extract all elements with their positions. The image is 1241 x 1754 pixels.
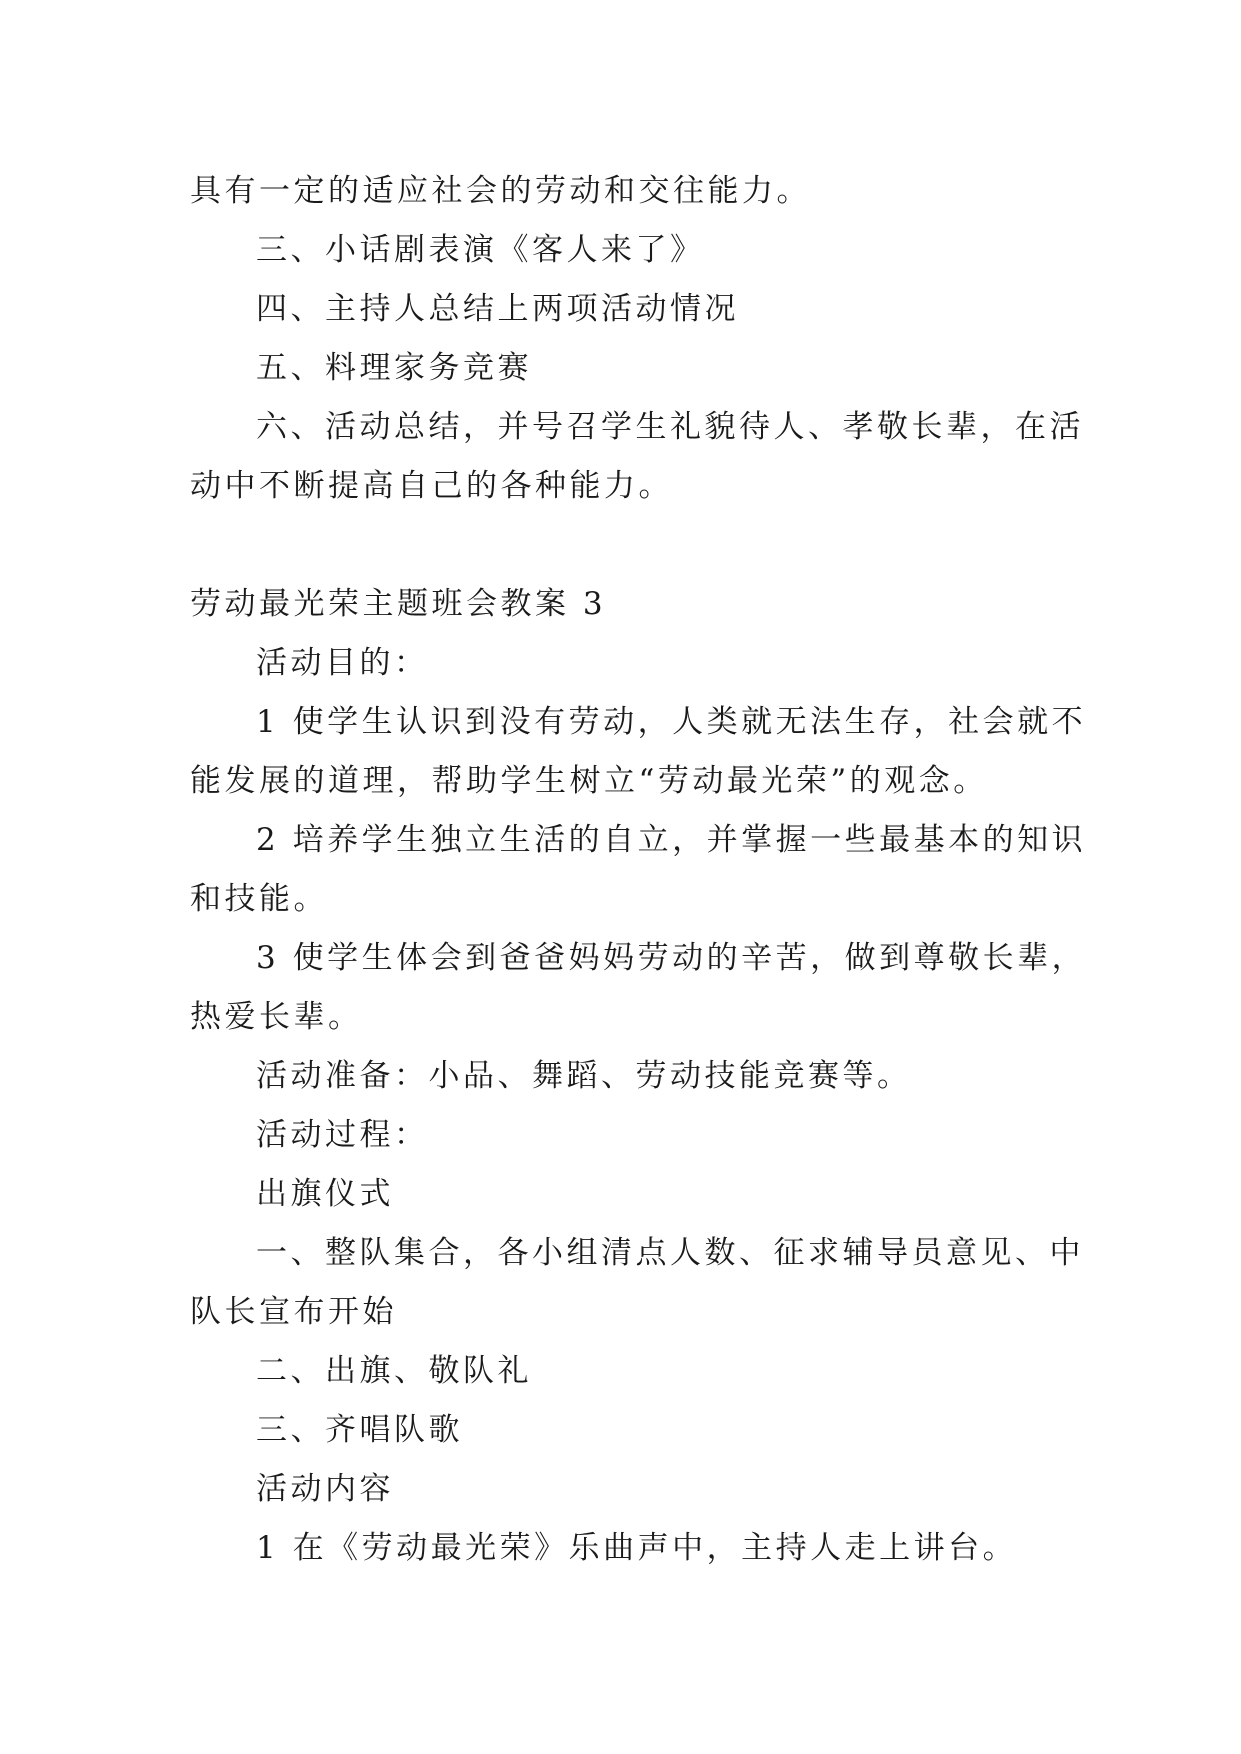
paragraph-line: 活动准备：小品、舞蹈、劳动技能竞赛等。 bbox=[256, 1058, 912, 1094]
list-item: 二、出旗、敬队礼 bbox=[256, 1353, 532, 1389]
section-heading: 活动过程： bbox=[256, 1117, 429, 1153]
list-item: 3 使学生体会到爸爸妈妈劳动的辛苦，做到尊敬长辈， bbox=[256, 940, 1087, 976]
list-item: 2 培养学生独立生活的自立，并掌握一些最基本的知识 bbox=[256, 822, 1087, 858]
list-item: 三、小话剧表演《客人来了》 bbox=[256, 232, 705, 268]
section-heading: 活动目的： bbox=[256, 645, 429, 681]
paragraph-line: 动中不断提高自己的各种能力。 bbox=[190, 468, 673, 504]
list-item: 1 使学生认识到没有劳动，人类就无法生存，社会就不 bbox=[256, 704, 1087, 740]
list-item: 四、主持人总结上两项活动情况 bbox=[256, 291, 739, 327]
paragraph-line: 具有一定的适应社会的劳动和交往能力。 bbox=[190, 173, 811, 209]
list-item: 六、活动总结，并号召学生礼貌待人、孝敬长辈，在活 bbox=[256, 409, 1084, 445]
paragraph-line: 队长宣布开始 bbox=[190, 1294, 397, 1330]
list-item: 一、整队集合，各小组清点人数、征求辅导员意见、中 bbox=[256, 1235, 1084, 1271]
list-item: 1 在《劳动最光荣》乐曲声中，主持人走上讲台。 bbox=[256, 1530, 1018, 1566]
list-item: 五、料理家务竞赛 bbox=[256, 350, 532, 386]
paragraph-line: 能发展的道理，帮助学生树立“劳动最光荣”的观念。 bbox=[190, 763, 988, 799]
section-heading: 活动内容 bbox=[256, 1471, 394, 1507]
paragraph-line: 热爱长辈。 bbox=[190, 999, 363, 1035]
section-title: 劳动最光荣主题班会教案 3 bbox=[190, 586, 607, 622]
section-heading: 出旗仪式 bbox=[256, 1176, 394, 1212]
document-body bbox=[190, 162, 1087, 1578]
section-gap bbox=[190, 516, 1060, 575]
paragraph-line: 和技能。 bbox=[190, 881, 328, 917]
list-item: 三、齐唱队歌 bbox=[256, 1412, 463, 1448]
